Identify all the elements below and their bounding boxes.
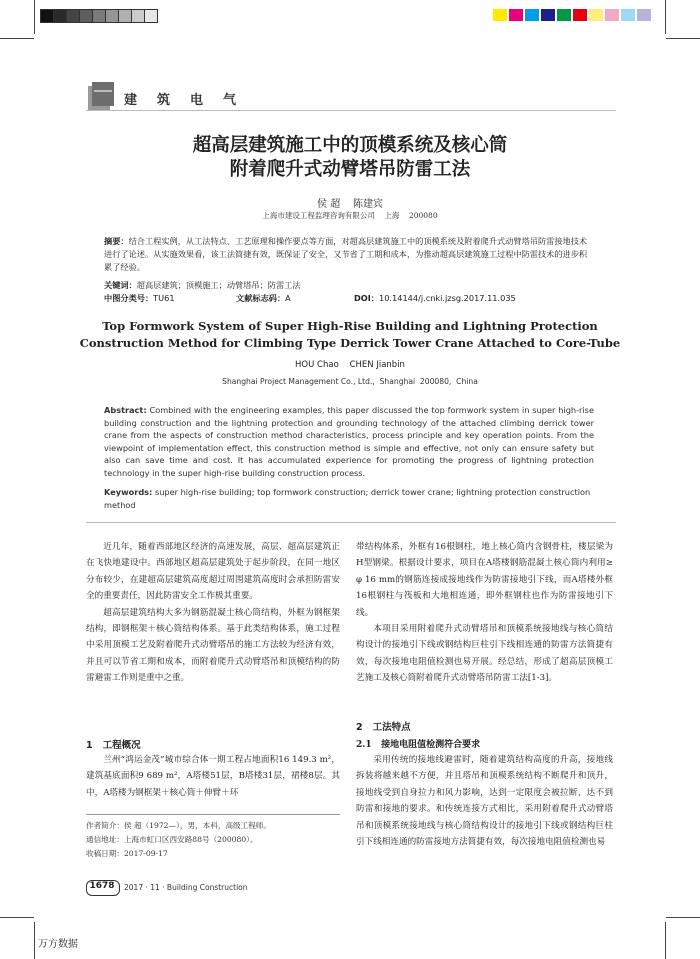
- authors-cn: 侯 超 陈建宾: [317, 199, 383, 210]
- abstract-en-text: Combined with the engineering examples, this paper discussed the top formwork system in super high-rise building construction and the lightning protection and grounding technology of the attached climbing derrick tower crane from the aspects of construction method characteristics, process principle and key operation points. From the viewpoint of implementation effect, this construction method is simple and effective, not only can ensure safety but also can save time and cost. It has accumulated experience for promoting the progress of lightning protection technology in the super high-rise building construction process.: [104, 405, 594, 478]
- doi-label: DOI：: [354, 293, 379, 303]
- watermark: 万方数据: [38, 939, 78, 950]
- keywords-cn-text: 超高层建筑；顶模施工；动臂塔吊；防雷工法: [136, 280, 301, 290]
- abstract-cn-text: 结合工程实例，从工法特点、工艺原理和操作要点等方面，对超高层建筑施工中的顶模系统及附着爬升式动臂塔吊防雷接地技术进行了论述。从实施效果看，该工法简捷有效，既保证了安全，又节省了工期和成本，为推动超高层建筑施工过程中防雷技术的进步积累了经验。: [104, 236, 588, 272]
- gray-swatch: [79, 9, 93, 23]
- crop-mark: [665, 922, 666, 959]
- section-title: 工程概况: [102, 740, 141, 751]
- gray-swatch: [144, 9, 158, 23]
- section-rule: [86, 110, 616, 111]
- section-number: 2: [356, 722, 363, 733]
- page-number: 1678: [89, 881, 115, 891]
- subsection-heading-2-1: [356, 737, 480, 750]
- journal-footer: 2017 · 11 · Building Construction: [124, 883, 248, 892]
- left-column: [86, 539, 340, 687]
- color-swatch: [605, 9, 619, 21]
- right-column-cont: [356, 752, 613, 850]
- crop-mark: [666, 917, 700, 918]
- section-number: 1: [86, 740, 93, 751]
- section-heading-2: [356, 719, 411, 733]
- footnote-box: [86, 814, 340, 861]
- abstract-cn: [104, 235, 594, 274]
- subsection-number: 2.1: [356, 740, 372, 750]
- title-cn-line2: 附着爬升式动臂塔吊防雷工法: [229, 159, 471, 180]
- color-swatch: [509, 9, 523, 21]
- abstract-en-label: Abstract:: [104, 405, 147, 415]
- keywords-cn-label: 关键词：: [104, 280, 137, 290]
- affiliation-cn: 上海市建设工程监理咨询有限公司 上海 200080: [262, 211, 438, 220]
- crop-mark: [34, 922, 35, 959]
- section-label: 建筑电气: [124, 93, 257, 108]
- color-swatch: [573, 9, 587, 21]
- gray-swatch: [53, 9, 67, 23]
- color-swatch: [541, 9, 555, 21]
- right-column: [356, 539, 613, 687]
- color-swatch: [493, 9, 507, 21]
- abstract-en: [104, 404, 594, 480]
- keywords-en-label: Keywords:: [104, 487, 153, 497]
- section-heading-1: [86, 737, 141, 751]
- keywords-en-text: super high-rise building; top formwork construction; derrick tower crane; lightning protection construction method: [104, 487, 591, 510]
- doc-code-label: 文献标志码：: [236, 293, 286, 303]
- paragraph: 超高层建筑结构大多为钢筋混凝土核心筒结构，外框为钢框架结构，即钢框架＋核心筒结构体系。基于此类结构体系，施工过程中采用顶模工艺及附着爬升式动臂塔吊的施工方法较为经济有效，并且可以节省工期和成本，而附着爬升式动臂塔吊和顶模结构的防雷避雷工作则是重中之重。: [86, 607, 340, 684]
- keywords-en: [104, 486, 594, 511]
- title-en-line1: Top Formwork System of Super High-Rise Building and Lightning Protection: [102, 319, 598, 333]
- clc-row: [104, 292, 594, 305]
- crop-mark: [0, 917, 34, 918]
- doc-code-row: [236, 292, 291, 305]
- color-swatch: [589, 9, 603, 21]
- crop-mark: [0, 38, 34, 39]
- color-swatch: [525, 9, 539, 21]
- clc-label: 中图分类号：: [104, 293, 154, 303]
- paragraph: 近几年，随着西部地区经济的高速发展，高层、超高层建筑正在飞快地建设中。西部地区超高层建筑处于起步阶段，在同一地区分布较少，在建超高层建筑高度超过周围建筑高度时会承担防雷安全的重要责任，因此防雷安全工作极其重要。: [86, 542, 340, 602]
- section-icon: [86, 80, 116, 112]
- authors-en: HOU Chao CHEN Jianbin: [295, 360, 405, 370]
- author-note: 作者简介：侯 超（1972—），男，本科，高级工程师。: [86, 821, 271, 830]
- color-swatch: [621, 9, 635, 21]
- crop-mark: [34, 0, 35, 34]
- paragraph: 采用传统的接地线避雷时，随着建筑结构高度的升高，接地线拆装将越来越不方便，并且塔吊和顶模系统结构不断爬升和顶升，接地线受到自身拉力和风力影响，达到一定限度会被拉断，达不到防雷和接地的要求。和传统连接方式相比，采用附着爬升式动臂塔吊和顶模系统接地线与核心筒结构设计的接地引下线或钢结构巨柱引下线相连通的防雷接地方法简捷有效，每次接地电阻值检测也易: [356, 755, 613, 848]
- doi-value: 10.14144/j.cnki.jzsg.2017.11.035: [379, 293, 516, 303]
- gray-swatch: [131, 9, 145, 23]
- subsection-title: 接地电阻值检测符合要求: [381, 740, 481, 750]
- paragraph: 本项目采用附着爬升式动臂塔吊和顶模系统接地线与核心筒结构设计的接地引下线或钢结构巨柱引下线相连通的防雷方法简捷有效，每次接地电阻值检测也易开展。经总结，形成了超高层顶模工艺施工及核心筒附着爬升式动臂塔吊防雷工法[1-3]。: [356, 624, 613, 684]
- clc-value: TU61: [153, 293, 175, 303]
- color-swatch: [557, 9, 571, 21]
- section-title: 工法特点: [372, 722, 411, 733]
- left-column-cont: [86, 752, 340, 801]
- abstract-cn-label: 摘要：: [104, 236, 129, 246]
- keywords-cn: [104, 279, 594, 292]
- gray-swatch: [118, 9, 132, 23]
- gray-swatch: [66, 9, 80, 23]
- crop-mark: [665, 0, 666, 34]
- affiliation-en: Shanghai Project Management Co., Ltd., Shanghai 200080, China: [222, 377, 478, 386]
- gray-swatch: [92, 9, 106, 23]
- paragraph: 带结构体系，外框有16根钢柱，地上核心筒内含钢骨柱，楼层梁为H型钢梁。根据设计要求，项目在A塔楼钢筋混凝土核心筒内利用≥ φ 16 mm的钢筋连接成接地线作为防雷接地引下线，而A塔楼外框16根钢柱与筏板和大地相连通，即外框钢柱也作为防雷接地引下线。: [356, 542, 613, 618]
- title-cn-line1: 超高层建筑施工中的顶模系统及核心筒: [192, 135, 508, 156]
- title-en-line2: Construction Method for Climbing Type Derrick Tower Crane Attached to Core-Tube: [79, 336, 621, 350]
- address-note: 通信地址：上海市虹口区西安路88号（200080）。: [86, 835, 258, 844]
- color-swatch: [637, 9, 651, 21]
- gray-swatch: [105, 9, 119, 23]
- gray-swatch: [40, 9, 54, 23]
- doi-row: [354, 292, 516, 305]
- abstract-divider: [86, 522, 616, 523]
- crop-mark: [666, 38, 700, 39]
- doc-code-value: A: [285, 293, 291, 303]
- paragraph: 兰州“鸿运金茂”城市综合体一期工程占地面积16 149.3 m²，建筑基底面积9 689 m²，A塔楼51层，B塔楼31层，裙楼8层。其中，A塔楼为钢框架＋核心筒＋伸臂＋环: [86, 755, 340, 798]
- received-note: 收稿日期：2017-09-17: [86, 849, 168, 858]
